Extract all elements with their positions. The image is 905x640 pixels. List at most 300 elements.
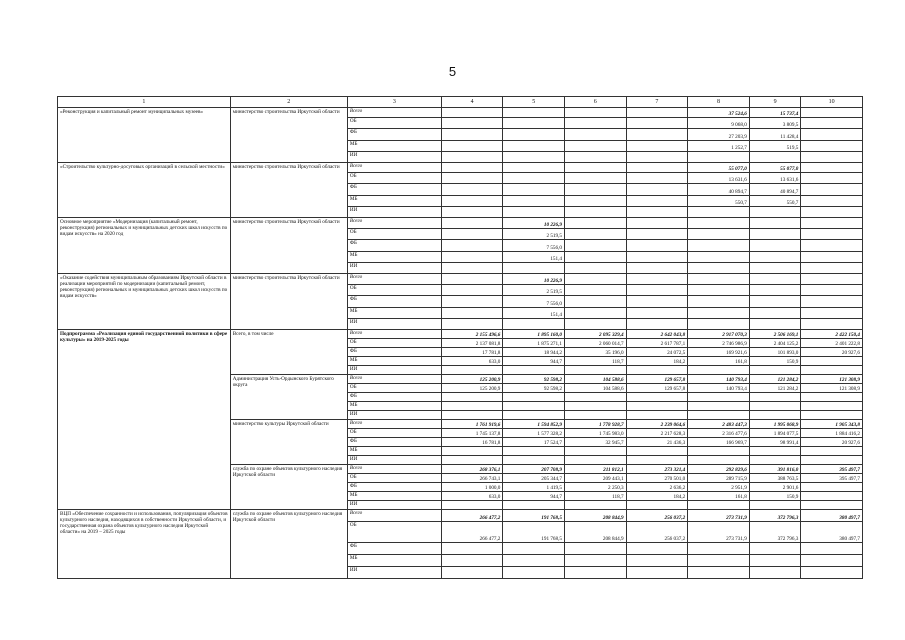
value-cell: 207 708,9 (503, 465, 565, 474)
value-cell (688, 218, 750, 229)
value-cell (503, 196, 565, 207)
value-cell (626, 152, 688, 163)
value-cell: 125 200,9 (441, 375, 503, 384)
value-cell (503, 163, 565, 173)
value-cell: 270 501,0 (626, 474, 688, 483)
value-cell: 208 844,9 (565, 510, 627, 522)
value-cell (441, 163, 503, 173)
value-cell (441, 252, 503, 263)
executor-name: служба по охране объектов культурного наследия Иркутской области (230, 465, 347, 510)
value-cell (801, 163, 863, 173)
value-cell (565, 240, 627, 252)
value-cell: 11 428,4 (749, 129, 801, 141)
value-cell (565, 218, 627, 229)
value-cell (626, 501, 688, 510)
value-cell: 191 768,5 (503, 510, 565, 522)
executor-name: Администрация Усть-Ордынского Бурятского округа (230, 375, 347, 420)
value-cell (749, 218, 801, 229)
value-cell: 372 796,3 (749, 522, 801, 543)
budget-table (57, 96, 863, 579)
value-cell (688, 501, 750, 510)
value-cell (503, 263, 565, 274)
value-cell: 98 991,4 (749, 438, 801, 447)
funding-source: ИИ (347, 366, 441, 375)
value-cell: 184,2 (626, 492, 688, 501)
column-header: 8 (688, 97, 750, 108)
value-cell (503, 555, 565, 567)
value-cell: 129 657,8 (626, 384, 688, 393)
funding-source: Всего (347, 274, 441, 285)
value-cell (688, 319, 750, 330)
value-cell (801, 555, 863, 567)
value-cell (688, 411, 750, 420)
value-cell (565, 196, 627, 207)
value-cell: 166 969,7 (688, 438, 750, 447)
column-header: 6 (565, 97, 627, 108)
value-cell (503, 501, 565, 510)
value-cell: 21 436,3 (626, 438, 688, 447)
funding-source: ФБ (347, 348, 441, 357)
value-cell: 151,4 (503, 308, 565, 319)
funding-source: ФБ (347, 543, 441, 555)
value-cell (441, 229, 503, 240)
value-cell (749, 555, 801, 567)
value-cell (688, 296, 750, 308)
value-cell: 944,7 (503, 492, 565, 501)
value-cell (441, 319, 503, 330)
value-cell (565, 141, 627, 152)
funding-source: МБ (347, 252, 441, 263)
value-cell (749, 543, 801, 555)
value-cell (688, 567, 750, 579)
value-cell: 17 781,8 (441, 348, 503, 357)
value-cell (565, 402, 627, 411)
value-cell (626, 108, 688, 118)
program-name: Подпрограмма «Реализация единой государственной политики в сфере культуры» на 2019-2025 годы (58, 330, 231, 510)
funding-source: ИИ (347, 152, 441, 163)
value-cell (441, 218, 503, 229)
funding-source: ИИ (347, 567, 441, 579)
value-cell (565, 393, 627, 402)
value-cell: 35 196,0 (565, 348, 627, 357)
value-cell: 1 594 852,9 (503, 420, 565, 429)
value-cell (441, 285, 503, 296)
value-cell: 32 945,7 (565, 438, 627, 447)
funding-source: ФБ (347, 393, 441, 402)
value-cell (626, 184, 688, 196)
table-row (58, 163, 863, 173)
value-cell (441, 108, 503, 118)
value-cell: 2 316 477,6 (688, 429, 750, 438)
value-cell (626, 173, 688, 184)
value-cell (441, 184, 503, 196)
value-cell: 209 443,1 (565, 474, 627, 483)
value-cell (565, 163, 627, 173)
value-cell: 55 077,0 (749, 163, 801, 173)
value-cell: 184,2 (626, 357, 688, 366)
value-cell: 256 037,2 (626, 522, 688, 543)
value-cell: 2 404 125,2 (749, 339, 801, 348)
value-cell: 2 642 043,8 (626, 330, 688, 339)
value-cell: 10 226,9 (503, 218, 565, 229)
value-cell (626, 296, 688, 308)
value-cell (801, 411, 863, 420)
value-cell (626, 207, 688, 218)
column-header: 4 (441, 97, 503, 108)
value-cell (441, 173, 503, 184)
funding-source: МБ (347, 196, 441, 207)
value-cell (749, 308, 801, 319)
value-cell (441, 274, 503, 285)
value-cell: 633,0 (441, 492, 503, 501)
value-cell: 27 203,9 (688, 129, 750, 141)
header-row (58, 97, 863, 108)
value-cell (441, 118, 503, 129)
value-cell (503, 173, 565, 184)
value-cell: 380 497,7 (801, 510, 863, 522)
value-cell: 2 095 329,4 (565, 330, 627, 339)
value-cell: 2 901,6 (749, 483, 801, 492)
value-cell: 1 577 328,2 (503, 429, 565, 438)
value-cell (626, 285, 688, 296)
value-cell: 2 746 986,9 (688, 339, 750, 348)
funding-source: МБ (347, 402, 441, 411)
column-header: 2 (230, 97, 347, 108)
value-cell (688, 555, 750, 567)
value-cell (565, 319, 627, 330)
value-cell (801, 308, 863, 319)
value-cell: 2 483 447,3 (688, 420, 750, 429)
value-cell (749, 447, 801, 456)
value-cell: 161,8 (688, 492, 750, 501)
value-cell (441, 456, 503, 465)
value-cell (503, 366, 565, 375)
value-cell (801, 184, 863, 196)
value-cell: 161,8 (688, 357, 750, 366)
value-cell: 268 376,1 (441, 465, 503, 474)
value-cell: 273 731,9 (688, 522, 750, 543)
table-row (58, 218, 863, 229)
value-cell (441, 555, 503, 567)
value-cell: 2 617 787,1 (626, 339, 688, 348)
value-cell: 37 524,6 (688, 108, 750, 118)
value-cell: 292 829,6 (688, 465, 750, 474)
value-cell (565, 207, 627, 218)
value-cell (503, 152, 565, 163)
funding-source: ФБ (347, 296, 441, 308)
value-cell: 2 155 496,6 (441, 330, 503, 339)
value-cell: 550,7 (688, 196, 750, 207)
value-cell (626, 263, 688, 274)
value-cell (688, 263, 750, 274)
value-cell (626, 402, 688, 411)
value-cell (626, 447, 688, 456)
value-cell: 150,9 (749, 492, 801, 501)
executor-name: министерство строительства Иркутской области (230, 218, 347, 274)
funding-source: Всего (347, 108, 441, 118)
value-cell (441, 366, 503, 375)
value-cell: 118,7 (565, 357, 627, 366)
value-cell: 118,7 (565, 492, 627, 501)
column-header: 7 (626, 97, 688, 108)
value-cell (626, 229, 688, 240)
program-name: «Оказание содействия муниципальным образованиям Иркутской области в реализации мероприятий по модернизации (капитальный ремонт, реконструкция) региональных и муниципальных детских школ искусств по видам искусств» (58, 274, 231, 330)
value-cell (503, 411, 565, 420)
funding-source: ИИ (347, 207, 441, 218)
funding-source: МБ (347, 555, 441, 567)
value-cell (441, 152, 503, 163)
value-cell: 380 497,7 (801, 522, 863, 543)
value-cell (749, 411, 801, 420)
funding-source: ОБ (347, 229, 441, 240)
value-cell (749, 567, 801, 579)
value-cell (688, 366, 750, 375)
value-cell (626, 456, 688, 465)
value-cell (565, 543, 627, 555)
value-cell (503, 567, 565, 579)
value-cell: 92 598,2 (503, 375, 565, 384)
value-cell (626, 252, 688, 263)
value-cell (801, 447, 863, 456)
executor-name: министерство строительства Иркутской области (230, 163, 347, 218)
value-cell (503, 319, 565, 330)
funding-source: Всего (347, 218, 441, 229)
value-cell (441, 402, 503, 411)
value-cell (441, 567, 503, 579)
value-cell: 101 893,0 (749, 348, 801, 357)
value-cell: 1 252,7 (688, 141, 750, 152)
value-cell (688, 229, 750, 240)
value-cell (688, 447, 750, 456)
value-cell: 10 226,9 (503, 274, 565, 285)
executor-name: служба по охране объектов культурного наследия Иркутской области (230, 510, 347, 579)
funding-source: ИИ (347, 501, 441, 510)
value-cell (688, 207, 750, 218)
table-row (58, 510, 863, 522)
value-cell (688, 456, 750, 465)
value-cell: 55 077,0 (688, 163, 750, 173)
value-cell: 2 636,2 (626, 483, 688, 492)
value-cell (441, 308, 503, 319)
value-cell: 256 037,2 (626, 510, 688, 522)
value-cell: 1 419,5 (503, 483, 565, 492)
table-row (58, 330, 863, 339)
value-cell: 104 588,6 (565, 375, 627, 384)
value-cell (441, 411, 503, 420)
value-cell (801, 196, 863, 207)
value-cell: 1 745 983,0 (565, 429, 627, 438)
value-cell: 273 321,4 (626, 465, 688, 474)
value-cell: 266 743,1 (441, 474, 503, 483)
value-cell (626, 129, 688, 141)
value-cell: 519,5 (749, 141, 801, 152)
value-cell (801, 402, 863, 411)
value-cell (565, 456, 627, 465)
value-cell: 395 497,7 (801, 465, 863, 474)
value-cell (749, 366, 801, 375)
value-cell (749, 402, 801, 411)
value-cell: 3 809,5 (749, 118, 801, 129)
funding-source: ФБ (347, 184, 441, 196)
value-cell: 121 284,2 (749, 384, 801, 393)
value-cell: 633,0 (441, 357, 503, 366)
value-cell (565, 555, 627, 567)
value-cell: 2 250,3 (565, 483, 627, 492)
value-cell: 13 631,6 (688, 173, 750, 184)
value-cell: 391 816,0 (749, 465, 801, 474)
value-cell (688, 393, 750, 402)
value-cell (749, 393, 801, 402)
value-cell (503, 447, 565, 456)
value-cell (626, 308, 688, 319)
value-cell: 121 308,9 (801, 375, 863, 384)
funding-source: Всего (347, 510, 441, 522)
value-cell (503, 118, 565, 129)
funding-source: МБ (347, 141, 441, 152)
value-cell (749, 274, 801, 285)
value-cell: 140 793,4 (688, 375, 750, 384)
value-cell (801, 296, 863, 308)
value-cell (688, 402, 750, 411)
value-cell: 92 598,2 (503, 384, 565, 393)
value-cell: 1 761 919,6 (441, 420, 503, 429)
value-cell: 266 477,2 (441, 510, 503, 522)
value-cell (688, 274, 750, 285)
program-name: Основное мероприятие «Модернизация (капитальный ремонт, реконструкция) региональных и муниципальных детских школ искусств по видам искусств» на 2020 год (58, 218, 231, 274)
value-cell (626, 366, 688, 375)
value-cell (749, 207, 801, 218)
value-cell (503, 141, 565, 152)
value-cell (565, 152, 627, 163)
value-cell (801, 141, 863, 152)
value-cell (503, 129, 565, 141)
value-cell (801, 366, 863, 375)
value-cell (801, 492, 863, 501)
value-cell (565, 366, 627, 375)
value-cell (441, 129, 503, 141)
column-header: 5 (503, 97, 565, 108)
value-cell (565, 129, 627, 141)
value-cell: 372 796,3 (749, 510, 801, 522)
value-cell (626, 393, 688, 402)
value-cell (688, 240, 750, 252)
value-cell (801, 456, 863, 465)
value-cell (801, 501, 863, 510)
executor-name: министерство культуры Иркутской области (230, 420, 347, 465)
funding-source: ИИ (347, 319, 441, 330)
value-cell (801, 129, 863, 141)
funding-source: ОБ (347, 339, 441, 348)
value-cell (626, 567, 688, 579)
value-cell (565, 274, 627, 285)
value-cell (626, 240, 688, 252)
value-cell (801, 285, 863, 296)
value-cell (503, 393, 565, 402)
value-cell: 40 894,7 (749, 184, 801, 196)
value-cell: 191 768,5 (503, 522, 565, 543)
value-cell: 2 506 169,1 (749, 330, 801, 339)
value-cell: 1 884 416,2 (801, 429, 863, 438)
value-cell (801, 229, 863, 240)
value-cell: 121 308,9 (801, 384, 863, 393)
value-cell (801, 483, 863, 492)
value-cell: 1 895 160,0 (503, 330, 565, 339)
funding-source: МБ (347, 357, 441, 366)
value-cell (565, 411, 627, 420)
funding-source: Всего (347, 465, 441, 474)
value-cell: 2 239 064,6 (626, 420, 688, 429)
funding-source: Всего (347, 163, 441, 173)
funding-source: ОБ (347, 118, 441, 129)
value-cell: 7 556,0 (503, 240, 565, 252)
value-cell (626, 118, 688, 129)
value-cell (626, 274, 688, 285)
value-cell: 289 715,9 (688, 474, 750, 483)
value-cell (565, 184, 627, 196)
value-cell (801, 218, 863, 229)
value-cell: 9 068,0 (688, 118, 750, 129)
value-cell (749, 501, 801, 510)
value-cell (801, 357, 863, 366)
value-cell (565, 252, 627, 263)
value-cell: 208 844,9 (565, 522, 627, 543)
value-cell: 129 657,8 (626, 375, 688, 384)
value-cell: 266 477,2 (441, 522, 503, 543)
value-cell (503, 184, 565, 196)
column-header: 1 (58, 97, 231, 108)
value-cell (503, 108, 565, 118)
value-cell (749, 263, 801, 274)
value-cell (441, 196, 503, 207)
value-cell: 151,4 (503, 252, 565, 263)
value-cell: 1 905 343,8 (801, 420, 863, 429)
funding-source: ИИ (347, 263, 441, 274)
value-cell (801, 263, 863, 274)
executor-name: министерство строительства Иркутской области (230, 274, 347, 330)
value-cell (441, 447, 503, 456)
value-cell (801, 207, 863, 218)
value-cell: 125 200,9 (441, 384, 503, 393)
value-cell (441, 207, 503, 218)
value-cell (801, 543, 863, 555)
program-name: «Реконструкция и капитальный ремонт муниципальных музеев» (58, 108, 231, 163)
value-cell: 395 497,7 (801, 474, 863, 483)
value-cell: 7 556,0 (503, 296, 565, 308)
value-cell (801, 152, 863, 163)
value-cell: 18 944,2 (503, 348, 565, 357)
value-cell: 2 401 222,8 (801, 339, 863, 348)
table-row (58, 274, 863, 285)
value-cell (565, 567, 627, 579)
value-cell (749, 296, 801, 308)
value-cell (565, 173, 627, 184)
value-cell (441, 296, 503, 308)
value-cell (626, 218, 688, 229)
value-cell (565, 296, 627, 308)
value-cell (565, 447, 627, 456)
value-cell: 2 422 150,4 (801, 330, 863, 339)
funding-source: ФБ (347, 240, 441, 252)
value-cell (441, 501, 503, 510)
funding-source: Всего (347, 420, 441, 429)
value-cell (441, 240, 503, 252)
value-cell (749, 252, 801, 263)
value-cell (749, 319, 801, 330)
value-cell: 17 524,7 (503, 438, 565, 447)
value-cell (503, 456, 565, 465)
value-cell (801, 319, 863, 330)
value-cell (749, 456, 801, 465)
